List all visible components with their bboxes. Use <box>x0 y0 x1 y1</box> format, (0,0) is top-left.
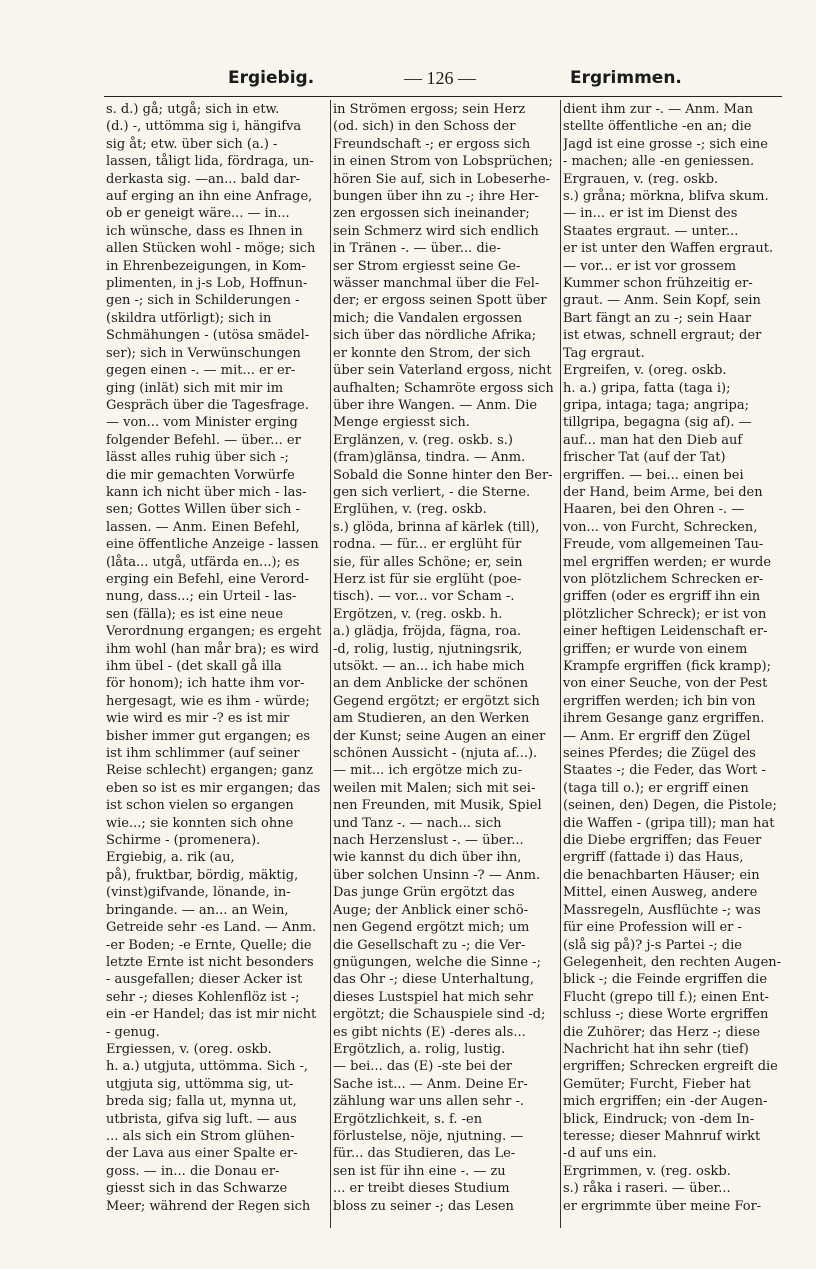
text-line: in Strömen ergoss; sein Herz <box>333 102 526 117</box>
text-line: schluss -; diese Worte ergriffen <box>563 1007 769 1023</box>
text-line: Staates ergraut. — unter... <box>563 223 739 239</box>
header-rule <box>104 96 782 97</box>
text-line: es gibt nichts (E) -deres als... <box>333 1024 526 1040</box>
text-line: hergesagt, wie es ihm - würde; <box>106 693 310 709</box>
text-line: — in... er ist im Dienst des <box>563 206 738 222</box>
text-line: -d, rolig, lustig, njutningsrik, <box>333 641 523 657</box>
text-line: eben so ist es mir ergangen; das <box>106 780 321 796</box>
text-line: das Ohr -; diese Unterhaltung, <box>333 972 534 988</box>
text-line: letzte Ernte ist nicht besonders <box>106 954 314 970</box>
text-line: zen ergossen sich ineinander; <box>333 206 530 222</box>
text-line: teresse; dieser Mahnruf wirkt <box>563 1128 761 1144</box>
text-line: sen (fälla); es ist eine neue <box>106 606 284 622</box>
text-line: ging (inlät) sich mit mir im <box>106 380 284 396</box>
column-divider <box>560 100 561 1228</box>
text-line: - machen; alle -en geniessen. <box>563 154 755 170</box>
text-line: — mit... ich ergötze mich zu- <box>333 763 523 779</box>
text-line: (slå sig på)? j-s Partei -; die <box>563 937 742 953</box>
text-line: er ist unter den Waffen ergraut. <box>563 241 774 257</box>
text-line: griffen (oder es ergriff ihn ein <box>563 589 761 605</box>
text-line: h. a.) gripa, fatta (taga i); <box>563 380 731 396</box>
text-line: Ergrauen, v. (reg. oskb. <box>563 171 719 187</box>
text-line: ist etwas, schnell ergraut; der <box>563 328 762 344</box>
text-line: ich wünsche, dass es Ihnen in <box>106 223 303 239</box>
text-line: utbrista, gifva sig luft. — aus <box>106 1111 297 1127</box>
text-line: ergriffen. — bei... einen bei <box>563 467 744 483</box>
text-line: Reise schlecht) ergangen; ganz <box>106 763 313 779</box>
text-line: nen Freunden, mit Musik, Spiel <box>333 798 542 814</box>
text-line: bloss zu seiner -; das Lesen <box>333 1198 514 1214</box>
text-line: förlustelse, nöje, njutning. — <box>333 1128 524 1144</box>
text-line: s.) råka i raseri. — über... <box>563 1181 731 1197</box>
text-line: gen sich verliert, - die Sterne. <box>333 484 531 500</box>
text-line: lassen. — Anm. Einen Befehl, <box>106 519 300 535</box>
text-line: Massregeln, Ausflüchte -; was <box>563 902 761 918</box>
text-line: sie, für alles Schöne; er, sein <box>333 554 523 570</box>
text-line: — von... vom Minister erging <box>106 415 298 431</box>
text-line: wässer manchmal über die Fel- <box>333 276 540 292</box>
text-line: in einen Strom von Lobsprüchen; <box>333 154 553 170</box>
text-line: blick, Eindruck; von -dem In- <box>563 1111 755 1127</box>
header-right-keyword: Ergrimmen. <box>570 68 682 88</box>
text-line: ihm übel - (det skall gå illa <box>106 659 282 674</box>
text-line: ihrem Gesange ganz ergriffen. <box>563 711 765 727</box>
text-line: ihm wohl (han mår bra); es wird <box>106 641 319 657</box>
text-line: gnügungen, welche die Sinne -; <box>333 954 541 970</box>
text-line: die mir gemachten Vorwürfe <box>106 467 295 483</box>
text-line: sig åt; etw. über sich (a.) - <box>106 136 278 152</box>
text-line: ist ihm schlimmer (auf seiner <box>106 746 300 762</box>
text-line: Das junge Grün ergötzt das <box>333 885 515 901</box>
text-line: die Zuhörer; das Herz -; diese <box>563 1024 761 1040</box>
text-line: s.) gråna; mörkna, blifva skum. <box>563 189 769 205</box>
text-line: frischer Tat (auf der Tat) <box>563 450 726 466</box>
text-line: einer heftigen Leidenschaft er- <box>563 624 768 640</box>
text-line: am Studieren, an den Werken <box>333 711 530 727</box>
text-line: dieses Lustspiel hat mich sehr <box>333 989 534 1005</box>
text-line: wie wird es mir -? es ist mir <box>106 711 290 727</box>
text-line: (vinst)gifvande, lönande, in- <box>106 885 291 901</box>
text-line: Auge; der Anblick einer schö- <box>333 902 529 918</box>
text-line: ergriffen werden; ich bin von <box>563 693 756 709</box>
text-line: der Hand, beim Arme, bei den <box>563 484 763 500</box>
text-line: ser); sich in Verwünschungen <box>106 345 301 361</box>
text-line: — vor... er ist vor grossem <box>563 258 737 274</box>
text-line: Krampfe ergriffen (fick kramp); <box>563 659 771 674</box>
text-line: seines Pferdes; die Zügel des <box>563 746 756 762</box>
text-line: plötzlicher Schreck); er ist von <box>563 606 767 622</box>
text-line: rodna. — für... er erglüht für <box>333 537 522 553</box>
text-line: — Anm. Er ergriff den Zügel <box>563 728 751 744</box>
text-line: (seinen, den) Degen, die Pistole; <box>563 798 777 814</box>
text-line: - ausgefallen; dieser Acker ist <box>106 972 303 988</box>
text-line: mel ergriffen werden; er wurde <box>563 554 772 570</box>
text-line: nung, dass...; ein Urteil - las- <box>106 589 297 605</box>
text-line: tisch). — vor... vor Scham -. <box>333 589 515 605</box>
text-line: goss. — in... die Donau er- <box>106 1163 280 1179</box>
text-line: s. d.) gå; utgå; sich in etw. <box>106 102 280 117</box>
header-left-keyword: Ergiebig. <box>228 68 315 88</box>
text-line: — bei... das (E) -ste bei der <box>333 1059 513 1075</box>
text-line: Ergötzlich, a. rolig, lustig. <box>333 1041 506 1057</box>
text-line: lassen, tåligt lida, fördraga, un- <box>106 154 314 170</box>
text-line: Erglühen, v. (reg. oskb. <box>333 502 487 518</box>
text-line: ergriffen; Schrecken ergreift die <box>563 1059 778 1075</box>
column-1 <box>106 101 328 1231</box>
text-line: ob er geneigt wäre... — in... <box>106 206 290 222</box>
text-line: sehr -; dieses Kohlenflöz ist -; <box>106 989 300 1005</box>
text-line: Tag ergraut. <box>563 345 645 361</box>
page-number: — 126 — <box>404 68 476 88</box>
text-line: sein Schmerz wird sich endlich <box>333 223 539 239</box>
text-line: Herz ist für sie erglüht (poe- <box>333 571 522 587</box>
text-line: bisher immer gut ergangen; es <box>106 728 311 744</box>
text-line: und Tanz -. — nach... sich <box>333 815 502 831</box>
text-line: aufhalten; Schamröte ergoss sich <box>333 380 554 396</box>
text-line: allen Stücken wohl - möge; sich <box>106 241 316 257</box>
text-line: Freundschaft -; er ergoss sich <box>333 136 531 152</box>
text-line: bringande. — an... an Wein, <box>106 902 289 918</box>
text-line: Staates -; die Feder, das Wort - <box>563 763 766 779</box>
text-line: ergötzt; die Schauspiele sind -d; <box>333 1007 546 1023</box>
text-line: lässt alles ruhig über sich -; <box>106 450 289 466</box>
text-line: (låta... utgå, utfärda en...); es <box>106 554 300 570</box>
text-line: Nachricht hat ihn sehr (tief) <box>563 1041 749 1057</box>
text-line: ... er treibt dieses Studium <box>333 1181 510 1197</box>
text-line: derkasta sig. —an... bald dar- <box>106 171 301 187</box>
text-line: griffen; er wurde von einem <box>563 641 748 657</box>
text-line: von... von Furcht, Schrecken, <box>563 519 758 535</box>
text-line: Bart fängt an zu -; sein Haar <box>563 310 752 326</box>
text-line: graut. — Anm. Sein Kopf, sein <box>563 293 761 309</box>
text-line: Gespräch über die Tagesfrage. <box>106 397 309 413</box>
text-line: (taga till o.); er ergriff einen <box>563 780 749 796</box>
text-line: Freude, vom allgemeinen Tau- <box>563 537 764 553</box>
text-line: mich; die Vandalen ergossen <box>333 310 523 326</box>
text-line: er konnte den Strom, der sich <box>333 345 531 361</box>
text-line: sen ist für ihn eine -. — zu <box>333 1163 506 1179</box>
text-line: Meer; während der Regen sich <box>106 1198 311 1214</box>
text-line: ser Strom ergiesst seine Ge- <box>333 258 521 274</box>
text-line: för honom); ich hatte ihm vor- <box>106 676 305 692</box>
text-line: über ihre Wangen. — Anm. Die <box>333 397 538 413</box>
text-line: breda sig; falla ut, mynna ut, <box>106 1094 297 1110</box>
text-line: Ergötzen, v. (reg. oskb. h. <box>333 606 503 622</box>
text-line: Sobald die Sonne hinter den Ber- <box>333 467 553 483</box>
text-line: gen -; sich in Schilderungen - <box>106 293 300 309</box>
text-line: på), fruktbar, bördig, mäktig, <box>106 867 299 883</box>
text-line: Menge ergiesst sich. <box>333 415 470 431</box>
text-line: s.) glöda, brinna af kärlek (till), <box>333 519 540 535</box>
text-line: erging ein Befehl, eine Verord- <box>106 571 310 587</box>
text-line: utsökt. — an... ich habe mich <box>333 659 525 674</box>
text-line: von einer Seuche, von der Pest <box>563 676 768 692</box>
text-line: Ergreifen, v. (oreg. oskb. <box>563 363 727 379</box>
text-line: giesst sich in das Schwarze <box>106 1181 288 1197</box>
text-line: bungen über ihn zu -; ihre Her- <box>333 189 539 205</box>
text-line: stellte öffentliche -en an; die <box>563 119 752 135</box>
text-line: wie kannst du dich über ihn, <box>333 850 522 866</box>
text-line: Mittel, einen Ausweg, andere <box>563 885 758 901</box>
text-line: Schirme - (promenera). <box>106 833 261 849</box>
text-line: Ergrimmen, v. (reg. oskb. <box>563 1163 731 1179</box>
text-line: -d auf uns ein. <box>563 1146 657 1162</box>
text-line: blick -; die Feinde ergriffen die <box>563 972 768 988</box>
text-line: (fram)glänsa, tindra. — Anm. <box>333 450 526 466</box>
text-line: ... als sich ein Strom glühen- <box>106 1128 295 1144</box>
text-line: gripa, intaga; taga; angripa; <box>563 397 749 413</box>
text-line: schönen Aussicht - (njuta af...). <box>333 746 538 762</box>
page-header <box>100 64 780 94</box>
text-line: Gemüter; Furcht, Fieber hat <box>563 1076 751 1092</box>
text-line: an dem Anblicke der schönen <box>333 676 529 692</box>
column-3 <box>563 101 785 1231</box>
text-line: von plötzlichem Schrecken er- <box>563 571 764 587</box>
column-2 <box>333 101 557 1231</box>
text-line: auf... man hat den Dieb auf <box>563 432 743 448</box>
text-line: Ergiebig, a. rik (au, <box>106 850 235 866</box>
text-line: Gelegenheit, den rechten Augen- <box>563 954 782 970</box>
text-line: gegen einen -. — mit... er er- <box>106 363 296 379</box>
text-line: nen Gegend ergötzt mich; um <box>333 920 530 936</box>
text-line: sich über das nördliche Afrika; <box>333 328 537 344</box>
text-line: (od. sich) in den Schoss der <box>333 119 516 135</box>
text-line: plimenten, in j-s Lob, Hoffnun- <box>106 276 308 292</box>
text-line: die benachbarten Häuser; ein <box>563 867 760 883</box>
text-line: der; er ergoss seinen Spott über <box>333 293 547 309</box>
text-line: Haaren, bei den Ohren -. — <box>563 502 745 518</box>
text-line: hören Sie auf, sich in Lobeserhe- <box>333 171 551 187</box>
text-line: (d.) -, uttömma sig i, hängifva <box>106 119 302 135</box>
text-line: ergriff (fattade i) das Haus, <box>563 850 744 866</box>
text-line: folgender Befehl. — über... er <box>106 432 301 448</box>
text-line: weilen mit Malen; sich mit sei- <box>333 780 536 796</box>
text-line: h. a.) utgjuta, uttömma. Sich -, <box>106 1059 308 1075</box>
text-line: Flucht (grepo till f.); einen Ent- <box>563 989 769 1005</box>
text-line: der Kunst; seine Augen an einer <box>333 728 546 744</box>
text-line: auf erging an ihn eine Anfrage, <box>106 189 313 205</box>
text-line: ist schon vielen so ergangen <box>106 798 294 814</box>
text-line: eine öffentliche Anzeige - lassen <box>106 537 319 553</box>
text-line: Ergötzlichkeit, s. f. -en <box>333 1111 483 1127</box>
text-line: wie...; sie konnten sich ohne <box>106 815 294 831</box>
text-line: Getreide sehr -es Land. — Anm. <box>106 920 317 936</box>
text-line: über solchen Unsinn -? — Anm. <box>333 867 541 883</box>
text-line: mich ergriffen; ein -der Augen- <box>563 1094 768 1110</box>
text-line: für... das Studieren, das Le- <box>333 1146 516 1162</box>
text-line: utgjuta sig, uttömma sig, ut- <box>106 1076 294 1092</box>
text-line: a.) glädja, fröjda, fägna, roa. <box>333 624 522 640</box>
text-line: nach Herzenslust -. — über... <box>333 833 524 849</box>
text-line: zählung war uns allen sehr -. <box>333 1094 524 1110</box>
text-line: Kummer schon frühzeitig er- <box>563 276 753 292</box>
column-divider <box>330 100 331 1228</box>
text-line: kann ich nicht über mich - las- <box>106 484 307 500</box>
text-line: (skildra utförligt); sich in <box>106 310 272 326</box>
text-line: die Diebe ergriffen; das Feuer <box>563 833 762 849</box>
text-line: Sache ist... — Anm. Deine Er- <box>333 1076 528 1092</box>
text-line: Verordnung ergangen; es ergeht <box>106 624 322 640</box>
text-line: über sein Vaterland ergoss, nicht <box>333 363 552 379</box>
text-line: Ergiessen, v. (oreg. oskb. <box>106 1041 272 1057</box>
text-line: tillgripa, begagna (sig af). — <box>563 415 752 431</box>
text-line: er ergrimmte über meine For- <box>563 1198 762 1214</box>
text-line: in Ehrenbezeigungen, in Kom- <box>106 258 306 274</box>
text-line: dient ihm zur -. — Anm. Man <box>563 102 754 117</box>
text-line: in Tränen -. — über... die- <box>333 241 501 257</box>
text-line: die Waffen - (gripa till); man hat <box>563 815 775 831</box>
text-line: für eine Profession will er - <box>563 920 742 936</box>
text-line: Erglänzen, v. (reg. oskb. s.) <box>333 432 513 448</box>
text-line: der Lava aus einer Spalte er- <box>106 1146 298 1162</box>
text-line: Gegend ergötzt; er ergötzt sich <box>333 693 540 709</box>
text-line: -er Boden; -e Ernte, Quelle; die <box>106 937 312 953</box>
text-line: ein -er Handel; das ist mir nicht <box>106 1007 317 1023</box>
text-line: die Gesellschaft zu -; die Ver- <box>333 937 526 953</box>
text-line: Jagd ist eine grosse -; sich eine <box>563 136 768 152</box>
text-line: sen; Gottes Willen über sich - <box>106 502 300 518</box>
text-line: - genug. <box>106 1024 160 1040</box>
text-line: Schmähungen - (utösa smädel- <box>106 328 310 344</box>
